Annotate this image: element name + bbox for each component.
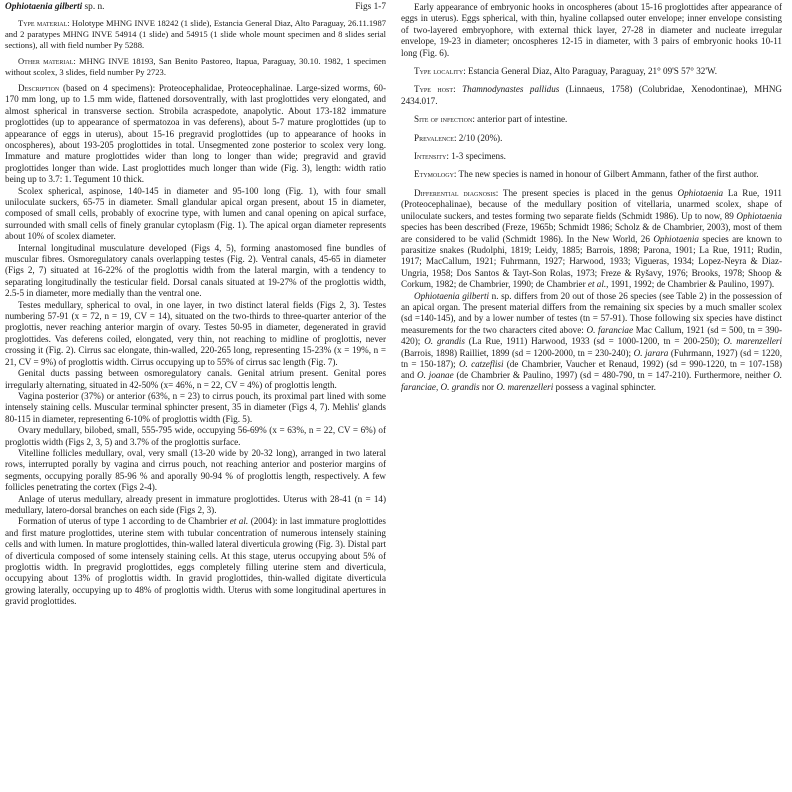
other-material-text: : MHNG INVE 18193, San Benito Pastoreo, Itapua, Paraguay, 30.10. 1982, 1 specimen without scolex, 3 slides, field number Py 2723. <box>5 56 386 78</box>
vitelline-paragraph: Vitelline follicles medullary, oval, very small (13-20 wide by 20-32 long), arranged in two lateral rows, interrupted porally by vagina and cirrus pouch, not reaching anterior and posterior margins of segments, occupying porally 85-96 % and aporally 90-94 % of proglottis length, respectively. A few follicles penetrating the cortex (Figs 2-4). <box>5 447 386 493</box>
site-paragraph <box>401 114 782 125</box>
species-name: O. catzeflisi <box>458 358 504 369</box>
host-species-name: Thamnodynastes pallidus <box>462 84 560 95</box>
musculature-paragraph: Internal longitudinal musculature developed (Figs 4, 5), forming anastomosed fine bundles of muscular fibres. Osmoregulatory canals overlapping testes (Fig. 2). Ventral canals, 45-65 in diameter (Figs 2, 7) situated at 16-22% of the proglottis width from the lateral margin, with a tendency to separating longitudinally the testicular field. Dorsal canals situated at 19-27% of the proglottis width, 2.5-5 in diameter, more medially than the ventral one. <box>5 242 386 299</box>
type-material-paragraph <box>5 18 386 51</box>
formation-text-b: (2004): in last immature proglottides and first mature proglottides, uterine stem with tubular concentration of numerous intensely staining cells and with lumen. In mature proglottides, thin-walled lateral diverticula growing (Fig. 3). Distal part of diverticula composed of some intensely staining cells. At this stage, uterus occupying about 5% of proglottis width. In pregravid proglottides, eggs completely filling uterine stem and diverticula, occupying about 13% of proglottis width. In gravid proglottides, thin-walled digitate diverticula growing laterally, occupying up to 48% of proglottis width. Uterus with some longitudinal apertures in gravid proglottides. <box>5 516 386 607</box>
species-name: O. marenzelleri <box>723 336 782 347</box>
left-column <box>5 2 386 608</box>
scolex-paragraph: Scolex spherical, aspinose, 140-145 in diameter and 95-100 long (Fig. 1), with four small uniloculate suckers, 65-75 in diameter. Small glandular apical organ present, about 15 in diameter, composed of small cells, probably of exocrine type, with lumen and canal opening on apical surface, surrounded with small cells of finely granular cytoplasm (Fig. 1). The apical organ diameter represents about 10% of scolex diameter. <box>5 185 386 242</box>
site-label: Site of infection <box>414 114 473 125</box>
other-material-label: Other material <box>18 56 74 67</box>
genital-paragraph: Genital ducts passing between osmoregulatory canals. Genital atrium present. Genital pores irregularly alternating, situated in 42-50% (x= 46%, n = 22, CV = 4%) of proglottis length. <box>5 368 386 390</box>
right-column <box>401 2 782 393</box>
species-name: O. jarara <box>633 347 669 358</box>
prevalence-text: : 2/10 (20%). <box>453 132 503 143</box>
type-host-label: Type host <box>414 84 454 95</box>
type-locality-paragraph <box>401 66 782 77</box>
other-material-paragraph <box>5 56 386 78</box>
type-material-text: : Holotype MHNG INVE 18242 (1 slide), Estancia General Diaz, Alto Paraguay, 26.11.1987 and 2 paratypes MHNG INVE 54914 (1 slide) and 54915 (1 slide whole mount specimen and 8 slides serial sections), all with field number Py 5288. <box>5 18 386 51</box>
type-locality-text: : Estancia General Diaz, Alto Paraguay, Paraguay, 21° 09'S 57° 32'W. <box>463 66 718 77</box>
species-name: Ophiotaenia gilberti <box>5 2 83 12</box>
description-label: Description <box>18 82 60 93</box>
type-material-label: Type material <box>18 18 68 29</box>
etymology-label: Etymology <box>414 169 454 180</box>
genus-name: Ophiotaenia <box>653 233 699 244</box>
uterus-formation-paragraph <box>5 516 386 607</box>
species-header <box>5 2 386 13</box>
differential-diagnosis-label: Differential diagnosis <box>414 187 496 198</box>
uterus-anlage-paragraph: Anlage of uterus medullary, already present in immature proglottides. Uterus with 28-41 (n = 14) medullary, latero-dorsal branches on each side (Figs 2, 3). <box>5 493 386 515</box>
species-comparison-paragraph: Ophiotaenia gilberti n. sp. differs from 20 out of those 26 species (see Table 2) in the possession of an apical organ. The present material differs from the remaining six species by a much smaller scolex (sd =140-145), and by a lower number of testes (tn = 57-91). Those following six species have distinct measurements for the two characters cited above: O. faranciae Mac Callum, 1921 (sd = 500, tn = 390-420); O. grandis (La Rue, 1911) Harwood, 1933 (sd = 1000-1200, tn = 200-250); O. marenzelleri (Barrois, 1898) Railliet, 1899 (sd = 1200-2000, tn = 230-240); O. jarara (Fuhrmann, 1927) (sd = 1220, tn = 150-187); O. catzeflisi (de Chambrier, Vaucher et Renaud, 1992) (sd = 990-1220, tn = 107-158) and O. joanae (de Chambrier & Paulino, 1997) (sd = 480-790, tn = 147-210). Furthermore, neither O. faranciae, O. grandis nor O. marenzelleri possess a vaginal sphincter. <box>401 290 783 392</box>
species-suffix: sp. n. <box>82 2 105 12</box>
intensity-label: Intensity <box>414 151 447 162</box>
figure-reference: Figs 1-7 <box>355 2 386 12</box>
genus-name: Ophiotaenia <box>677 187 724 198</box>
species-title <box>5 2 104 13</box>
species-name: O. faranciae <box>401 370 782 392</box>
differential-diagnosis-paragraph: Differential diagnosis: The present species is placed in the genus Ophiotaenia La Rue, 1911 (Proteocephalinae), because of the medullary position of vitellaria, unarmed scolex, shape of uniloculate suckers, and testes forming two separate fields (Schmidt 1986). Up to now, 89 Ophiotaenia species has been described (Freze, 1965b; Schmidt 1986; Scholz & de Chambrier, 2003), most of them are considered to be valid (Schmidt 1986). In the New World, 26 Ophiotaenia species are known to parasitize snakes (Rudolphi, 1819; Leidy, 1885; Barrois, 1898; Parona, 1901; La Rue, 1911; Rudin, 1917; MacCallum, 1921; Fuhrmann, 1927; Harwood, 1933; Vigueras, 1934; Lopez-Neyra & Diaz-Ungria, 1958; Dos Santos & Tayt-Son Rolas, 1973; Freze & Ryšavy, 1976; Brooks, 1978; Shoop & Corkum, 1982; de Chambrier, 1990; de Chambrier et al., 1991, 1992; de Chambrier & Paulino, 1997). <box>401 187 782 290</box>
intensity-paragraph <box>401 151 782 162</box>
description-paragraph <box>5 83 386 186</box>
prevalence-label: Prevalence <box>414 132 454 143</box>
embryonic-hooks-paragraph: Early appearance of embryonic hooks in oncospheres (about 15-16 proglottides after appearance of eggs in uterus). Eggs spherical, with thin, hyaline collapsed outer envelope; inner envelope consisting of two-layered embryophore, with external thick layer, 27-28 in diameter and nucleate irregular envelope, 19-23 in diameter; oncospheres 12-15 in diameter, with 3 pairs of embryonic hooks 10-11 long (Fig. 6). <box>401 2 782 58</box>
testes-paragraph: Testes medullary, spherical to oval, in one layer, in two distinct lateral fields (Figs 2, 3). Testes numbering 57-91 (x = 72, n = 19, CV = 14), situated on the two-thirds to three-quarter anterior of the proglottis, never reaching anterior margin of ovary. Testes 50-95 in diameter, degenerated in gravid proglottides. Vas deferens coiled, elongated, very thin, not reaching to midline of proglottis, never crossing it (Fig. 2). Cirrus sac elongate, thin-walled, 220-265 long, representing 15-23% (x = 19%, n = 21, CV = 9%) of proglottis width. Cirrus occupying up to 55% of cirrus sac length (Fig. 7). <box>5 299 386 367</box>
formation-etal: et al. <box>229 516 249 527</box>
type-locality-label: Type locality <box>414 66 464 77</box>
site-text: : anterior part of intestine. <box>472 114 568 125</box>
etymology-text: : The new species is named in honour of Gilbert Ammann, father of the first author. <box>453 169 759 180</box>
species-name: O. grandis <box>440 381 480 392</box>
species-name: O. grandis <box>424 336 465 347</box>
description-text: (based on 4 specimens): Proteocephalidae, Proteocephalinae. Large-sized worms, 60-170 mm long, up to 1.5 mm wide, flattened dorsoventrally, with last proglottides very elongated, and almost spherical in transverse section. Strobila acraspedote, anapolytic. About 173-182 immature proglottides (up to appearance of spermatozoa in vas deferens), about 5-7 mature proglottides (up to appearance of eggs in uterus), about 15-16 pregravid proglottides (up to appearance of hooks in oncospheres), about 193-205 proglottides in total. Unsegmented zone posterior to scolex very long. Immature and mature proglottides wider than long to longer than wide; pregravid and gravid proglottides longer than wide. Last proglottides much longer than wide (Fig. 3), length: width ratio being up to 3.7: 1. Tegument 10 thick. <box>5 82 386 185</box>
species-name: O. faranciae <box>586 324 634 335</box>
prevalence-paragraph <box>401 133 782 144</box>
species-name: O. marenzelleri <box>496 381 554 392</box>
species-name: Ophiotaenia gilberti <box>414 290 490 301</box>
etymology-paragraph <box>401 169 782 180</box>
type-host-paragraph: Type host: Thamnodynastes pallidus (Linnaeus, 1758) (Colubridae, Xenodontinae), MHNG 2434.017. <box>401 84 783 106</box>
formation-text-a: Formation of uterus of type 1 according to de Chambrier <box>18 516 230 527</box>
species-name: O. joanae <box>417 370 454 381</box>
ovary-paragraph: Ovary medullary, bilobed, small, 555-795 wide, occupying 56-69% (x = 63%, n = 22, CV = 6%) of proglottis width (Figs 2, 3, 5) and 3.7% of the proglottis surface. <box>5 425 386 447</box>
intensity-text: : 1-3 specimens. <box>446 151 506 162</box>
type-host-text: (Linnaeus, 1758) (Colubridae, Xenodontinae), MHNG 2434.017. <box>401 84 783 106</box>
vagina-paragraph: Vagina posterior (37%) or anterior (63%, n = 23) to cirrus pouch, its proximal part lined with some intensely staining cells. Muscular terminal sphincter present, 35 in diameter (Figs 4, 7). Mehlis' glands 80-115 in diameter, representing 6-10% of proglottis width (Fig. 5). <box>5 390 386 424</box>
genus-name: Ophiotaenia <box>736 210 782 221</box>
